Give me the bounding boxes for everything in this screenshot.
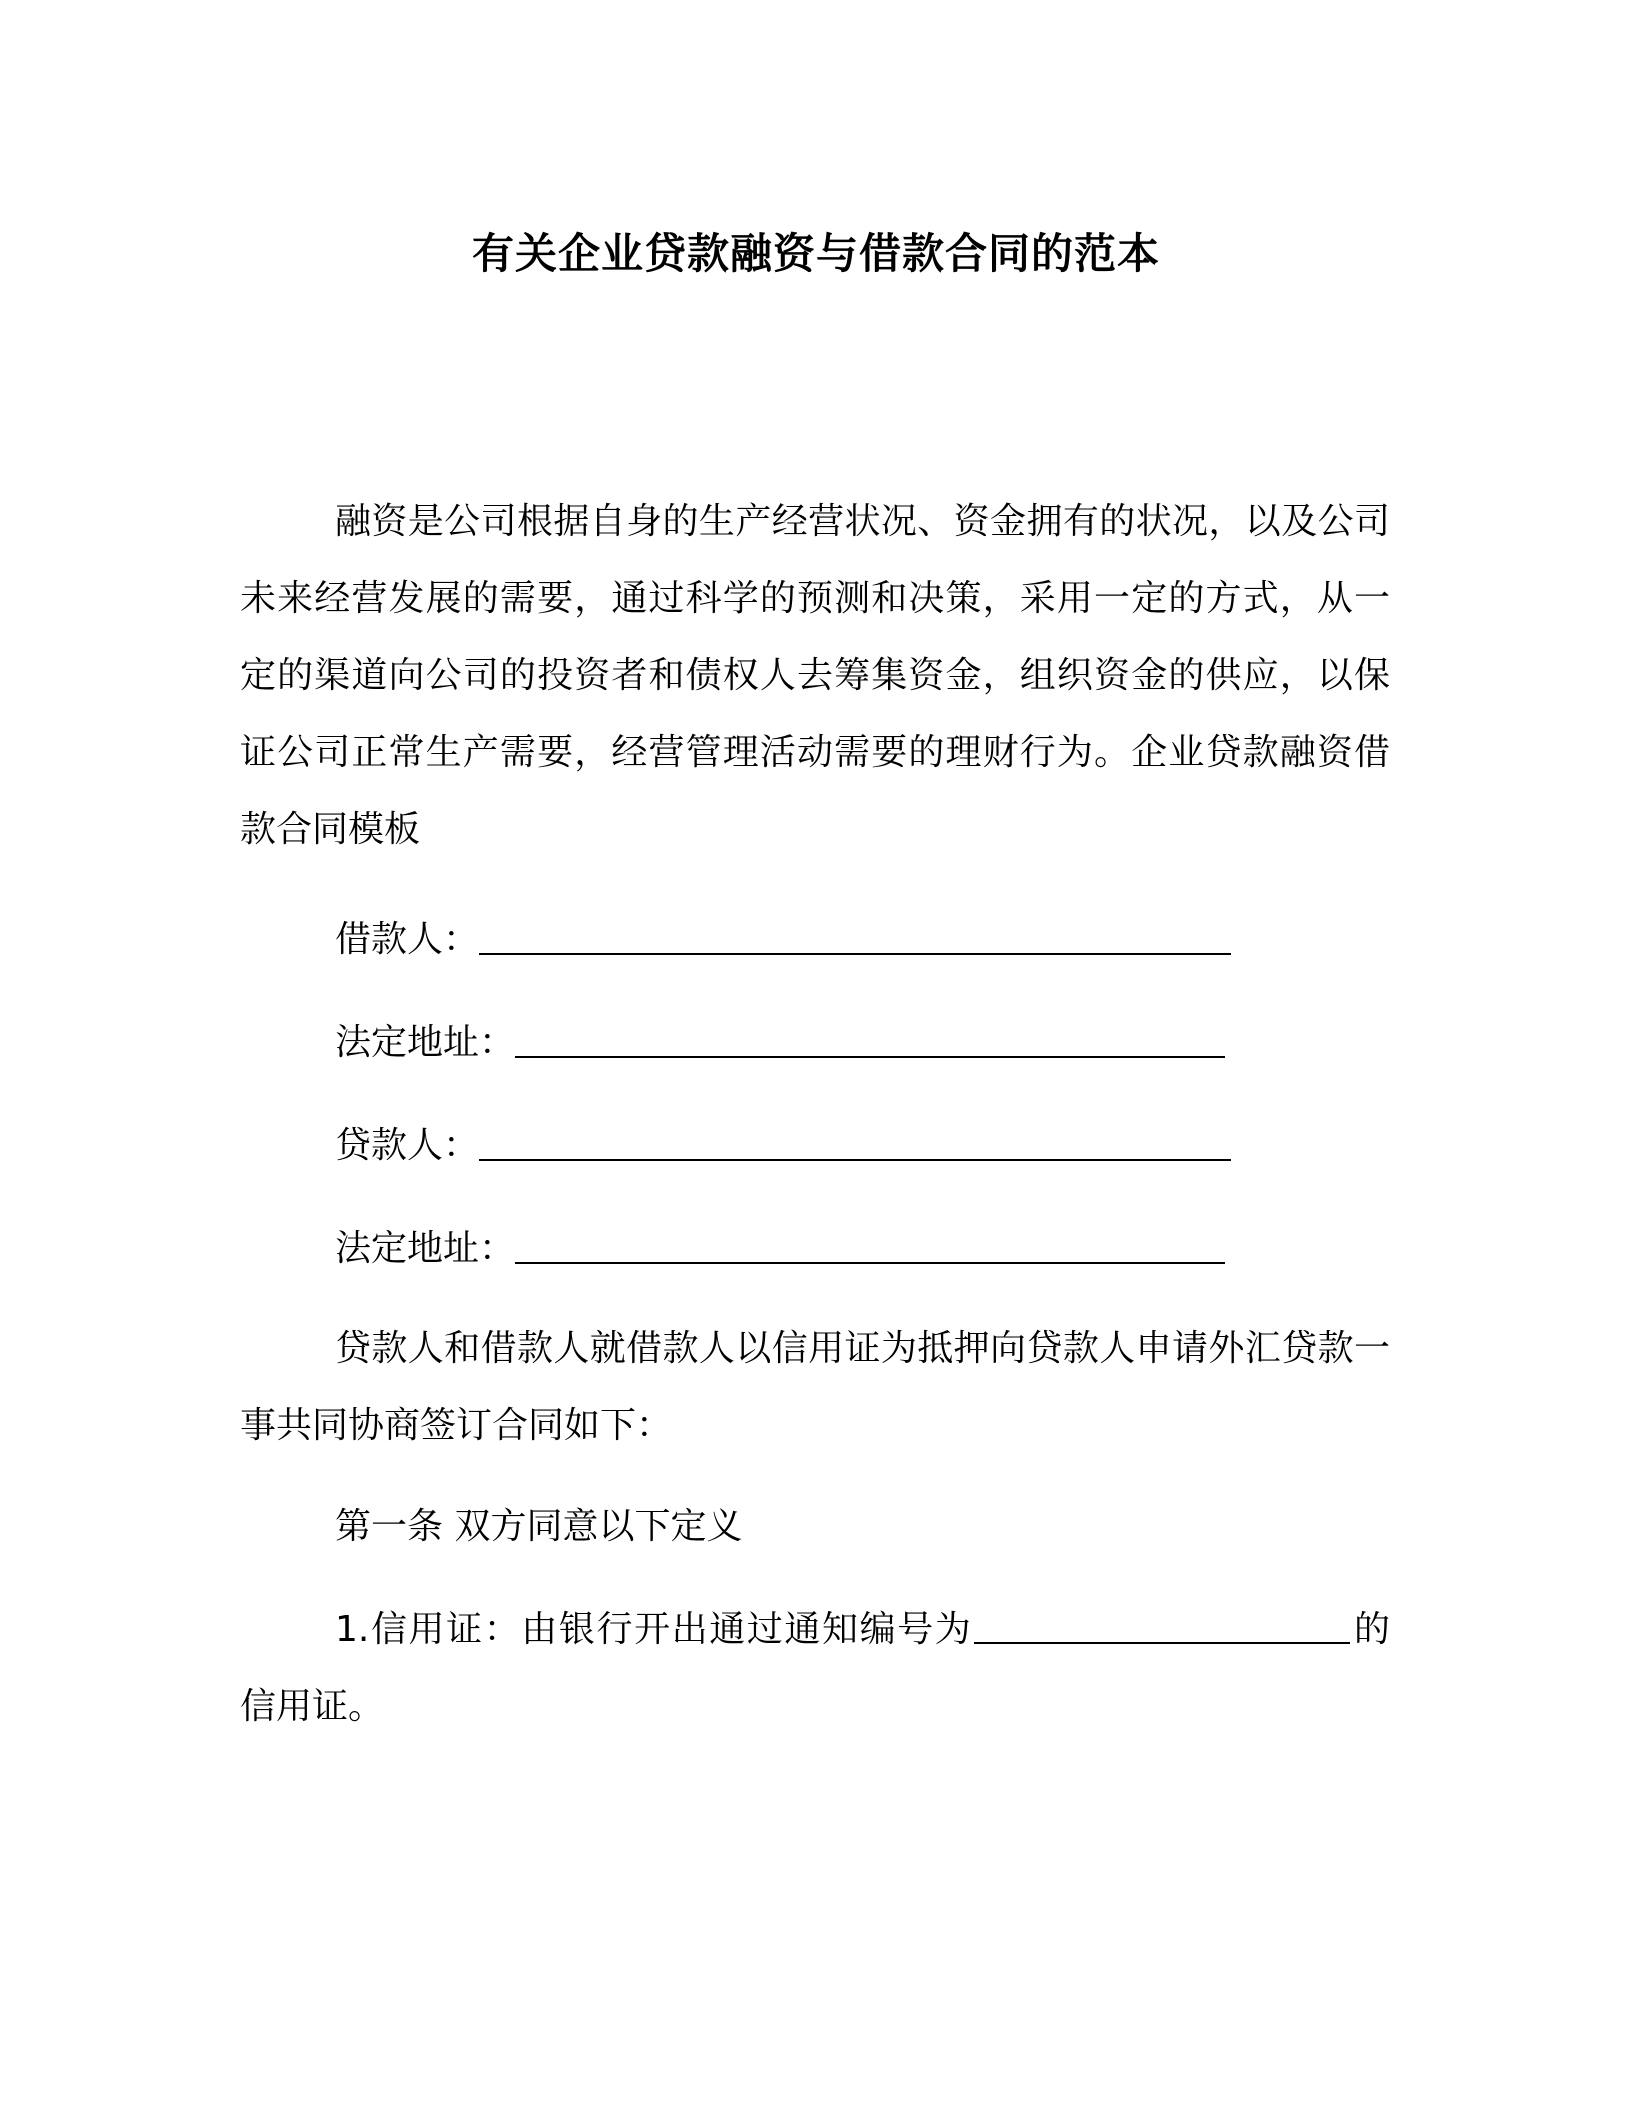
definition-1-paragraph	[240, 1591, 1390, 1745]
intro-paragraph-block	[240, 483, 1390, 868]
document-title: 有关企业贷款融资与借款合同的范本	[471, 229, 1160, 278]
lender-address-field[interactable]	[335, 1219, 1225, 1279]
borrower-label: 借款人：	[335, 919, 480, 960]
borrower-blank-line[interactable]	[479, 953, 1231, 955]
intro-paragraph: 融资是公司根据自身的生产经营状况、资金拥有的状况，以及公司未来经营发展的需要，通过科学的预测和决策，采用一定的方式，从一定的渠道向公司的投资者和债权人去筹集资金，组织资金的供应，以保证公司正常生产需要，经营管理活动需要的理财行为。企业贷款融资借款合同模板	[240, 501, 1390, 850]
definition-1-block	[240, 1591, 1390, 1745]
lender-address-label: 法定地址：	[335, 1228, 516, 1269]
borrower-field[interactable]	[335, 910, 1231, 970]
definition-1-prefix: 1.信用证：由银行开出通过通知编号为	[335, 1609, 973, 1650]
lender-address-blank-line[interactable]	[515, 1262, 1225, 1264]
lender-label: 贷款人：	[335, 1125, 480, 1166]
borrower-address-label: 法定地址：	[335, 1022, 516, 1063]
borrower-address-blank-line[interactable]	[515, 1056, 1225, 1058]
lender-field[interactable]	[335, 1116, 1231, 1176]
article-1-heading: 第一条 双方同意以下定义	[335, 1506, 743, 1547]
letter-of-credit-number-blank[interactable]	[974, 1642, 1350, 1644]
agreement-paragraph: 贷款人和借款人就借款人以信用证为抵押向贷款人申请外汇贷款一事共同协商签订合同如下：	[240, 1328, 1390, 1446]
lender-blank-line[interactable]	[479, 1159, 1231, 1161]
borrower-address-field[interactable]	[335, 1013, 1225, 1073]
agreement-paragraph-block	[240, 1310, 1390, 1464]
definition-1-suffix: 的信用证。	[240, 1609, 1390, 1727]
